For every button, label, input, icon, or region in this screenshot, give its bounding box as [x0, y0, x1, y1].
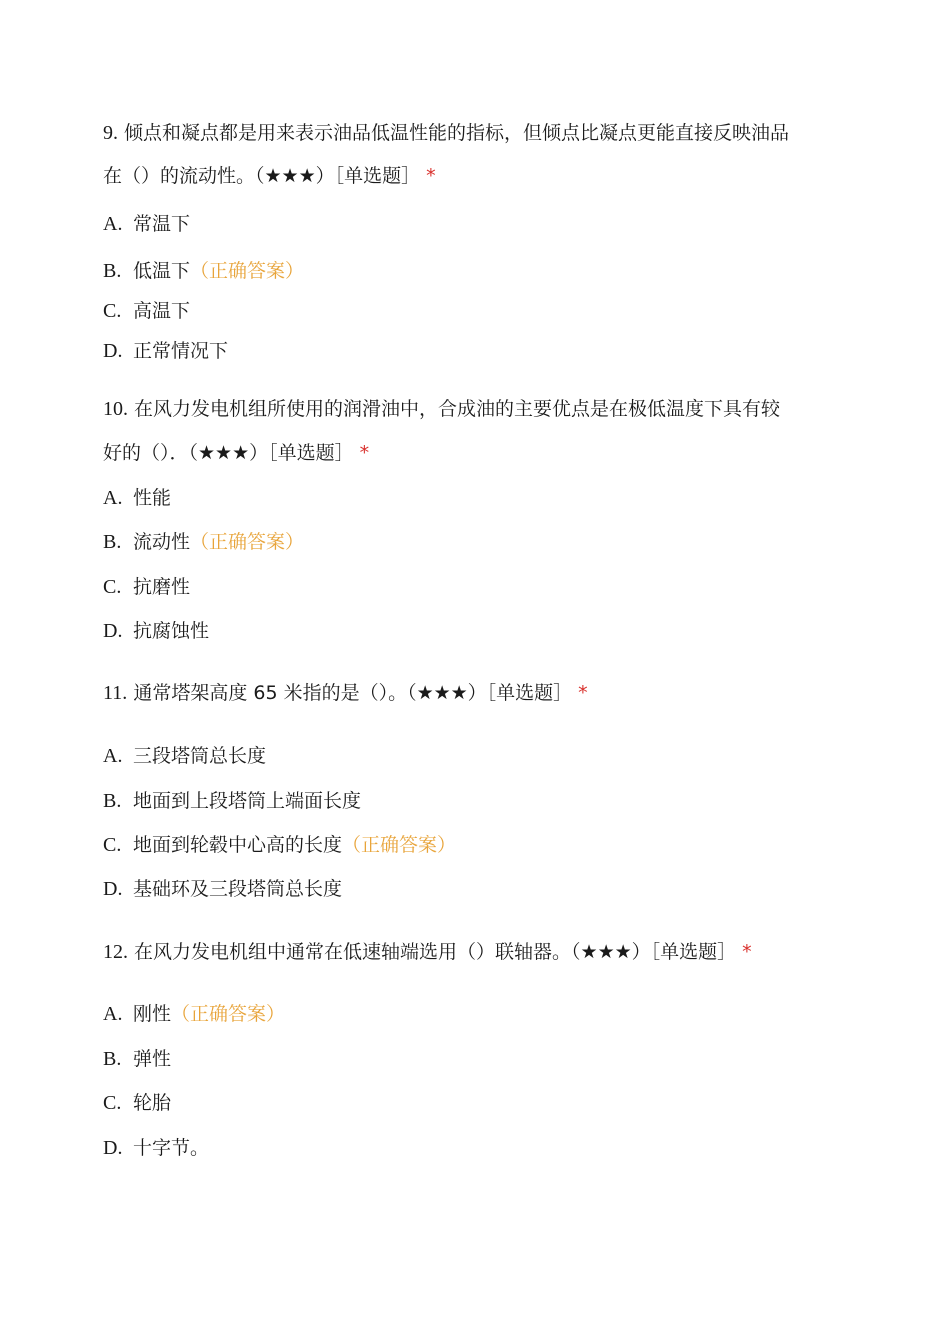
required-mark: * [578, 682, 588, 704]
option-letter: A. [103, 1003, 123, 1025]
question-10-stem-line1 [103, 397, 780, 421]
question-stem: 好的（）．（★★★）［单选题］ [103, 442, 354, 464]
question-9-stem-line1 [103, 121, 789, 145]
option-letter: D. [103, 340, 123, 362]
option-letter: A. [103, 213, 123, 235]
question-number: 10. [103, 398, 128, 420]
question-11-option-a[interactable] [103, 744, 266, 768]
question-9-option-d[interactable] [103, 339, 228, 363]
question-9-option-b[interactable] [103, 259, 304, 283]
correct-answer-tag: （正确答案） [342, 834, 457, 856]
option-letter: B. [103, 790, 122, 812]
option-letter: A. [103, 487, 123, 509]
question-12-option-c[interactable] [103, 1091, 171, 1115]
question-10-option-a[interactable] [103, 486, 171, 510]
question-10-option-b[interactable] [103, 530, 304, 554]
option-text: 抗磨性 [133, 576, 191, 598]
question-10-option-c[interactable] [103, 575, 190, 599]
option-text: 地面到轮毂中心高的长度 [133, 834, 343, 856]
option-letter: A. [103, 745, 123, 767]
option-letter: D. [103, 1137, 123, 1159]
option-text: 正常情况下 [133, 340, 229, 362]
option-letter: B. [103, 531, 122, 553]
required-mark: * [742, 941, 752, 963]
option-text: 轮胎 [133, 1092, 172, 1114]
option-text: 性能 [133, 487, 172, 509]
required-mark: * [426, 165, 436, 187]
correct-answer-tag: （正确答案） [171, 1003, 286, 1025]
question-number: 9. [103, 122, 118, 144]
option-letter: B. [103, 1048, 122, 1070]
option-text: 抗腐蚀性 [133, 620, 210, 642]
correct-answer-tag: （正确答案） [190, 531, 305, 553]
option-text: 高温下 [133, 300, 191, 322]
required-mark: * [359, 442, 370, 464]
question-12-option-b[interactable] [103, 1047, 171, 1071]
question-number: 12. [103, 941, 128, 963]
option-text: 十字节。 [133, 1137, 210, 1159]
question-9-option-a[interactable] [103, 212, 190, 236]
question-stem: 通常塔架高度 65 米指的是（）。（★★★）［单选题］ [133, 682, 573, 704]
option-letter: D. [103, 620, 123, 642]
option-text: 三段塔筒总长度 [133, 745, 267, 767]
option-text: 常温下 [133, 213, 191, 235]
question-stem: 在（）的流动性。（★★★）［单选题］ [103, 165, 421, 187]
question-12-option-a[interactable] [103, 1002, 285, 1026]
question-number: 11. [103, 682, 128, 704]
option-letter: C. [103, 576, 122, 598]
question-11-option-d[interactable] [103, 877, 342, 901]
option-text: 刚性 [133, 1003, 172, 1025]
option-letter: B. [103, 260, 122, 282]
question-stem: 在风力发电机组中通常在低速轴端选用（）联轴器。（★★★）［单选题］ [134, 941, 737, 963]
question-12-stem-line1 [103, 940, 752, 964]
question-12-option-d[interactable] [103, 1136, 209, 1160]
option-text: 流动性 [133, 531, 191, 553]
question-stem: 在风力发电机组所使用的润滑油中，合成油的主要优点是在极低温度下具有较 [134, 398, 781, 420]
option-text: 低温下 [133, 260, 191, 282]
option-text: 地面到上段塔筒上端面长度 [133, 790, 362, 812]
question-9-option-c[interactable] [103, 299, 190, 323]
question-stem: 倾点和凝点都是用来表示油品低温性能的指标，但倾点比凝点更能直接反映油品 [124, 122, 790, 144]
option-letter: D. [103, 878, 123, 900]
question-11-option-b[interactable] [103, 789, 361, 813]
option-letter: C. [103, 834, 122, 856]
question-11-option-c[interactable] [103, 833, 456, 857]
question-9-stem-line2 [103, 164, 436, 188]
option-letter: C. [103, 1092, 122, 1114]
option-letter: C. [103, 300, 122, 322]
option-text: 基础环及三段塔筒总长度 [133, 878, 343, 900]
option-text: 弹性 [133, 1048, 172, 1070]
question-11-stem-line1 [103, 681, 588, 705]
question-10-stem-line2 [103, 441, 369, 465]
correct-answer-tag: （正确答案） [190, 260, 305, 282]
question-10-option-d[interactable] [103, 619, 209, 643]
